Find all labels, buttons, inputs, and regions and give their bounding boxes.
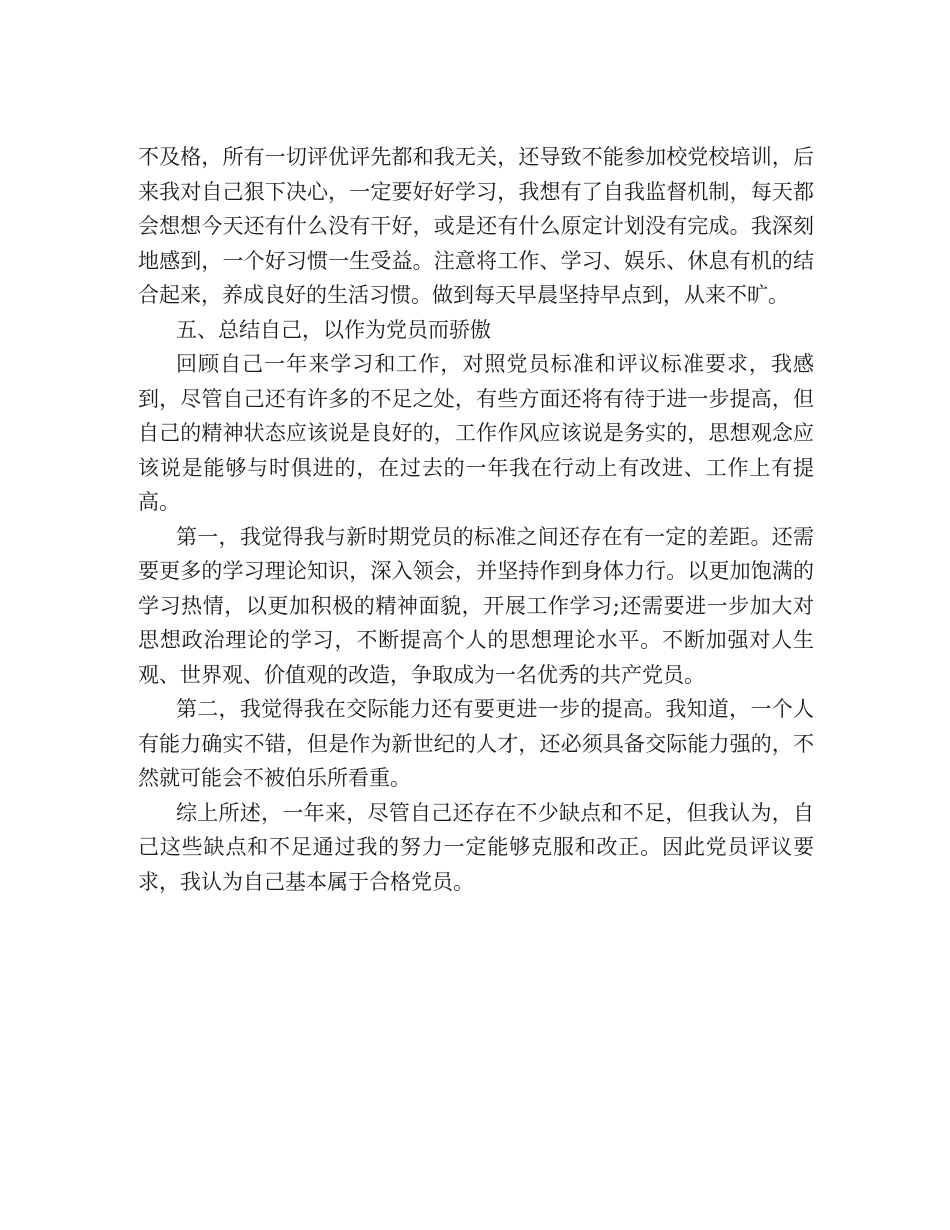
- paragraph-first-point: 第一，我觉得我与新时期党员的标准之间还存在有一定的差距。还需要更多的学习理论知识，深入领会，并坚持作到身体力行。以更加饱满的学习热情，以更加积极的精神面貌，开展工作学习;还需要进一步加大对思想政治理论的学习，不断提高个人的思想理论水平。不断加强对人生观、世界观、价值观的改造，争取成为一名优秀的共产党员。: [138, 524, 814, 687]
- paragraph-continuation: 不及格，所有一切评优评先都和我无关，还导致不能参加校党校培训，后来我对自己狠下决心，一定要好好学习，我想有了自我监督机制，每天都会想想今天还有什么没有干好，或是还有什么原定计划没有完成。我深刻地感到，一个好习惯一生受益。注意将工作、学习、娱乐、休息有机的结合起来，养成良好的生活习惯。做到每天早晨坚持早点到，从来不旷。: [138, 145, 814, 307]
- document-body: [138, 140, 814, 899]
- paragraph-second-point: 第二，我觉得我在交际能力还有要更进一步的提高。我知道，一个人有能力确实不错，但是作为新世纪的人才，还必须具备交际能力强的，不然就可能会不被伯乐所看重。: [138, 697, 814, 790]
- paragraph-review: 回顾自己一年来学习和工作，对照党员标准和评议标准要求，我感到，尽管自己还有许多的不足之处，有些方面还将有待于进一步提高，但自己的精神状态应该说是良好的，工作作风应该说是务实的，思想观念应该说是能够与时俱进的，在过去的一年我在行动上有改进、工作上有提高。: [138, 352, 814, 514]
- section-heading: 五、总结自己，以作为党员而骄傲: [176, 317, 491, 342]
- paragraph-conclusion: 综上所述，一年来，尽管自己还存在不少缺点和不足，但我认为，自己这些缺点和不足通过我的努力一定能够克服和改正。因此党员评议要求，我认为自己基本属于合格党员。: [138, 800, 814, 894]
